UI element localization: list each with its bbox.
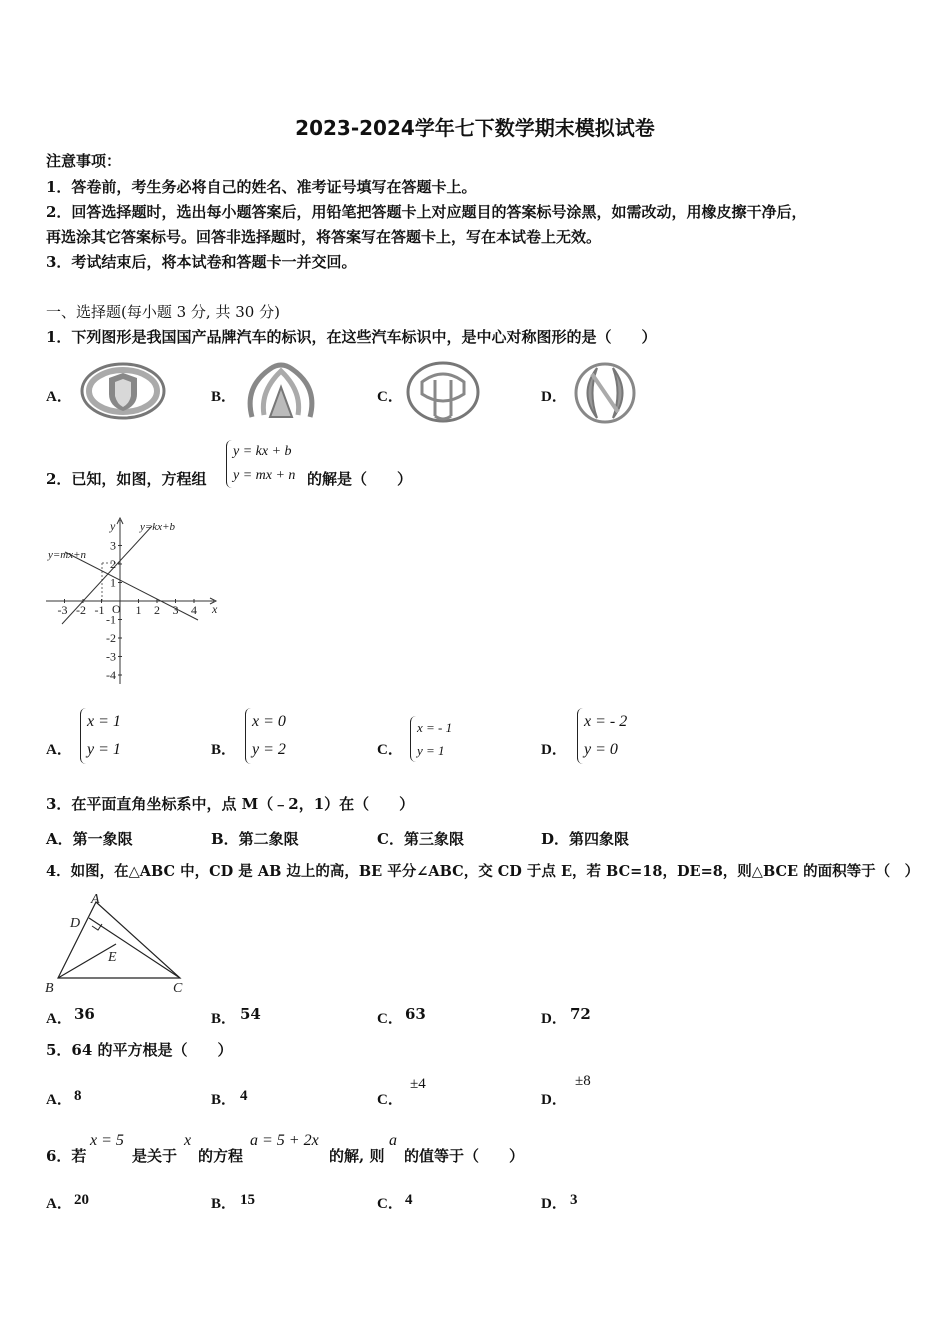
x-tick-label: 2 — [154, 603, 160, 617]
q4-option-b-value: 54 — [240, 1005, 261, 1023]
q5-option-d-label: D． — [541, 1092, 567, 1108]
q2-option-a-line2: y = 1 — [87, 741, 121, 758]
question-6-part-5: 的值等于（ ） — [404, 1147, 525, 1165]
q6-option-b-label: B． — [211, 1196, 237, 1212]
q2-coordinate-graph — [40, 514, 220, 688]
question-4-text: 4．如图，在△ABC 中，CD 是 AB 边上的高，BE 平分∠ABC，交 CD 于点 E，若 BC=18，DE=8，则△BCE 的面积等于（ ） — [46, 863, 920, 880]
q6-math-2: x — [184, 1132, 192, 1149]
q2-equation-2: y = mx + n — [233, 468, 296, 483]
q2-option-a-system — [80, 708, 121, 764]
landwind-logo-icon — [240, 357, 322, 425]
q6-option-d-label: D． — [541, 1196, 567, 1212]
q6-math-1: x = 5 — [90, 1132, 124, 1149]
q2-option-a-line1: x = 1 — [87, 713, 121, 730]
question-6-part-4: 的解, 则 — [329, 1147, 385, 1165]
x-tick-label: -3 — [57, 603, 68, 617]
question-2-prefix: 2．已知，如图，方程组 — [46, 470, 207, 488]
vertex-a-label: A — [91, 892, 100, 907]
dongfeng-logo-icon — [572, 360, 638, 426]
great-wall-logo-icon — [80, 360, 166, 422]
x-axis-label: x — [212, 602, 218, 616]
q2-option-b-line2: y = 2 — [252, 741, 286, 758]
question-6-part-1: 6．若 — [46, 1147, 87, 1165]
y-tick-label: 2 — [110, 557, 116, 571]
q3-option-b: B．第二象限 — [211, 830, 299, 848]
notice-item: 1．答卷前，考生务必将自己的姓名、准考证号填写在答题卡上。 — [46, 178, 477, 196]
notice-item: 再选涂其它答案标号。回答非选择题时，将答案写在答题卡上，写在本试卷上无效。 — [46, 228, 602, 246]
y-tick-label: -3 — [106, 649, 116, 664]
segment-cd — [89, 918, 180, 978]
x-tick-label: 3 — [172, 603, 179, 617]
q1-option-a-label: A． — [46, 389, 72, 405]
vertex-c-label: C — [173, 981, 183, 996]
q4-triangle-figure — [40, 888, 200, 998]
point-d-label: D — [70, 916, 81, 931]
q2-equation-system — [226, 440, 295, 488]
y-tick-label: 1 — [110, 575, 116, 590]
q4-option-d-value: 72 — [570, 1005, 591, 1023]
q4-option-d-label: D． — [541, 1011, 567, 1027]
q2-option-b-label: B． — [211, 742, 237, 758]
q2-option-c-line2: y = 1 — [417, 743, 445, 758]
q3-option-a: A．第一象限 — [46, 830, 133, 848]
q6-math-4: a — [389, 1132, 397, 1149]
q2-option-c-system — [410, 716, 452, 762]
y-axis-label: y — [110, 519, 116, 533]
page-title: 2023-2024学年七下数学期末模拟试卷 — [295, 116, 655, 140]
x-tick-label: 4 — [191, 603, 197, 617]
y-tick-label: -2 — [106, 631, 116, 645]
question-5-text: 5．64 的平方根是（ ） — [46, 1041, 233, 1059]
q5-option-c-value: ±4 — [410, 1076, 426, 1092]
q1-option-c-label: C． — [377, 389, 403, 405]
q2-option-c-label: C． — [377, 742, 403, 758]
q4-option-a-value: 36 — [74, 1005, 95, 1023]
q5-option-b-label: B． — [211, 1092, 237, 1108]
q2-option-d-line2: y = 0 — [584, 741, 618, 758]
q6-option-a-value: 20 — [74, 1192, 89, 1208]
q5-option-a-value: 8 — [74, 1088, 82, 1104]
q2-option-b-line1: x = 0 — [252, 713, 286, 730]
q3-option-c: C．第三象限 — [377, 830, 464, 848]
q6-math-3: a = 5 + 2x — [250, 1132, 319, 1149]
q6-option-a-label: A． — [46, 1196, 72, 1212]
y-tick-label: 3 — [110, 538, 116, 553]
section-heading: 一、选择题(每小题 3 分, 共 30 分) — [46, 303, 280, 321]
q2-option-d-line1: x = - 2 — [584, 713, 628, 730]
x-tick-label: -2 — [76, 603, 86, 617]
q2-equation-1: y = kx + b — [233, 444, 292, 459]
y-tick-label: -4 — [106, 668, 116, 682]
x-tick-label: 1 — [135, 603, 142, 617]
question-1-text: 1．下列图形是我国国产品牌汽车的标识，在这些汽车标识中，是中心对称图形的是（ ） — [46, 328, 657, 346]
q4-option-a-label: A． — [46, 1011, 72, 1027]
q5-option-d-value: ±8 — [575, 1073, 591, 1089]
q6-option-c-label: C． — [377, 1196, 403, 1212]
question-6-part-2: 是关于 — [132, 1147, 178, 1165]
q6-option-d-value: 3 — [570, 1192, 578, 1208]
q4-option-b-label: B． — [211, 1011, 237, 1027]
vertex-b-label: B — [45, 981, 54, 996]
q5-option-a-label: A． — [46, 1092, 72, 1108]
q1-option-d-label: D． — [541, 389, 567, 405]
question-2-suffix: 的解是（ ） — [307, 470, 413, 488]
q2-option-d-system — [577, 708, 627, 764]
notice-item: 3．考试结束后，将本试卷和答题卡一并交回。 — [46, 253, 357, 271]
q5-option-c-label: C． — [377, 1092, 403, 1108]
x-tick-label: -1 — [94, 603, 105, 617]
q2-option-b-system — [245, 708, 286, 764]
origin-label: O — [112, 602, 121, 616]
q3-option-d: D．第四象限 — [541, 830, 630, 848]
q1-option-b-label: B． — [211, 389, 237, 405]
notice-heading: 注意事项： — [46, 152, 122, 170]
q6-option-b-value: 15 — [240, 1192, 255, 1208]
q6-option-c-value: 4 — [405, 1192, 413, 1208]
question-3-text: 3．在平面直角坐标系中，点 M（﹣2，1）在（ ） — [46, 795, 415, 813]
line-2-label: y=mx+n — [48, 549, 87, 561]
q2-option-a-label: A． — [46, 742, 72, 758]
notice-item: 2．回答选择题时，选出每小题答案后，用铅笔把答题卡上对应题目的答案标号涂黑，如需改动，用橡皮擦干净后， — [46, 203, 807, 221]
y-tick-label: -1 — [106, 612, 116, 627]
geely-logo-icon — [405, 360, 481, 424]
q4-option-c-label: C． — [377, 1011, 403, 1027]
q2-option-c-line1: x = - 1 — [417, 720, 453, 735]
point-e-label: E — [108, 950, 117, 965]
q4-option-c-value: 63 — [405, 1005, 426, 1023]
q5-option-b-value: 4 — [240, 1088, 248, 1104]
line-1-label: y=kx+b — [140, 521, 175, 533]
q2-option-d-label: D． — [541, 742, 567, 758]
question-6-part-3: 的方程 — [198, 1147, 244, 1165]
